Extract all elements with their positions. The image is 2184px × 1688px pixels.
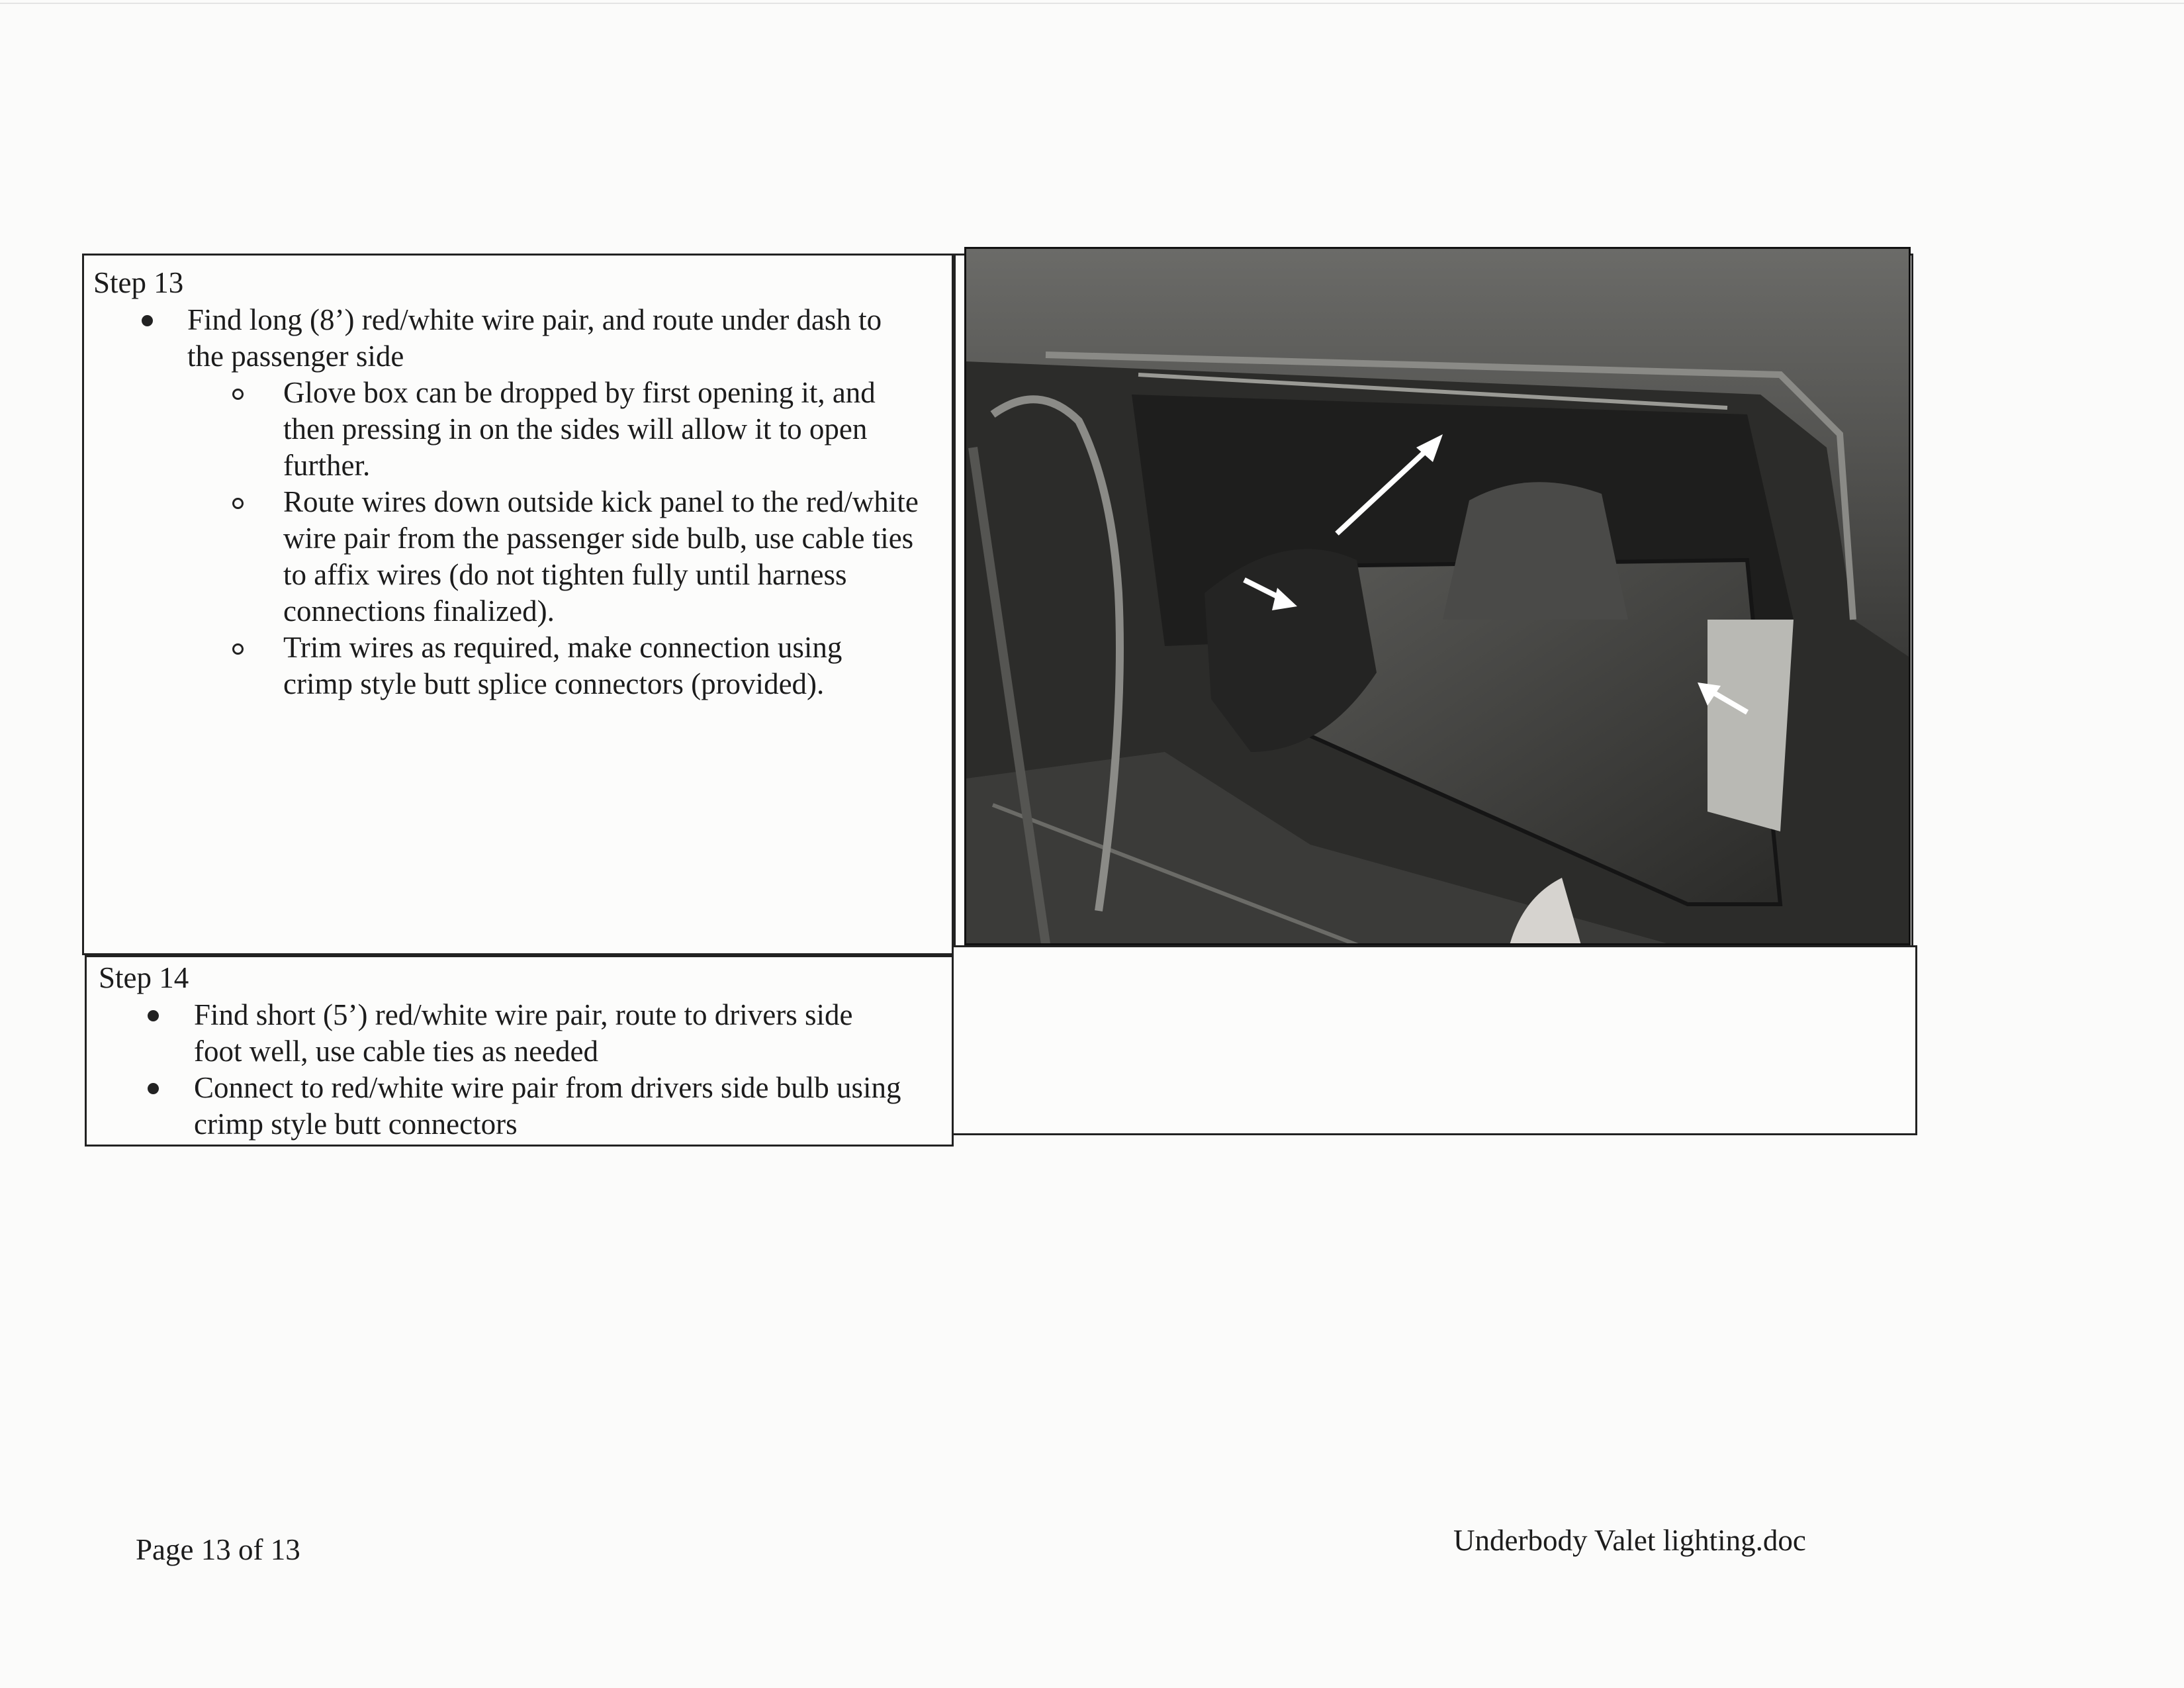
step-13-subitem — [187, 375, 932, 484]
step-14-bullet-text: Find short (5’) red/white wire pair, route to drivers side foot well, use cable ties as needed — [194, 998, 853, 1068]
scan-top-edge — [0, 3, 2184, 4]
step-14-bullets — [87, 997, 952, 1143]
hollow-bullet-icon — [232, 498, 244, 509]
bullet-dot-icon — [142, 315, 153, 326]
bullet-dot-icon — [148, 1083, 159, 1094]
step-13-subitem-text: Trim wires as required, make connection using crimp style butt splice connectors (provided). — [283, 631, 842, 700]
step-14-empty-cell — [952, 945, 1917, 1135]
step-13-title: Step 13 — [93, 266, 184, 299]
glove-box-photo — [964, 247, 1911, 945]
step-14-cell — [85, 955, 954, 1147]
step-14-title: Step 14 — [99, 961, 189, 994]
document-filename: Underbody Valet lighting.doc — [1453, 1524, 1806, 1557]
hollow-bullet-icon — [232, 389, 244, 400]
step-13-bullet — [84, 302, 952, 702]
step-13-cell — [82, 254, 954, 955]
hollow-bullet-icon — [232, 643, 244, 655]
step-14-bullet — [87, 1070, 952, 1143]
step-13-bullets — [84, 302, 952, 702]
step-13-bullet-text: Find long (8’) red/white wire pair, and route under dash to the passenger side — [187, 303, 882, 373]
step-13-subitem-text: Glove box can be dropped by first opening it, and then pressing in on the sides will allow it to open further. — [283, 376, 876, 482]
bullet-dot-icon — [148, 1010, 159, 1021]
step-14-bullet-text: Connect to red/white wire pair from drivers side bulb using crimp style butt connectors — [194, 1071, 901, 1141]
page-number: Page 13 of 13 — [136, 1533, 300, 1566]
step-14-bullet — [87, 997, 952, 1070]
step-13-subitem — [187, 630, 932, 702]
step-13-subitem — [187, 484, 932, 630]
step-13-subitems — [187, 375, 932, 702]
step-13-subitem-text: Route wires down outside kick panel to the red/white wire pair from the passenger side bulb, use cable ties to affix wires (do not tighten fully until harness connections finalized). — [283, 485, 919, 628]
